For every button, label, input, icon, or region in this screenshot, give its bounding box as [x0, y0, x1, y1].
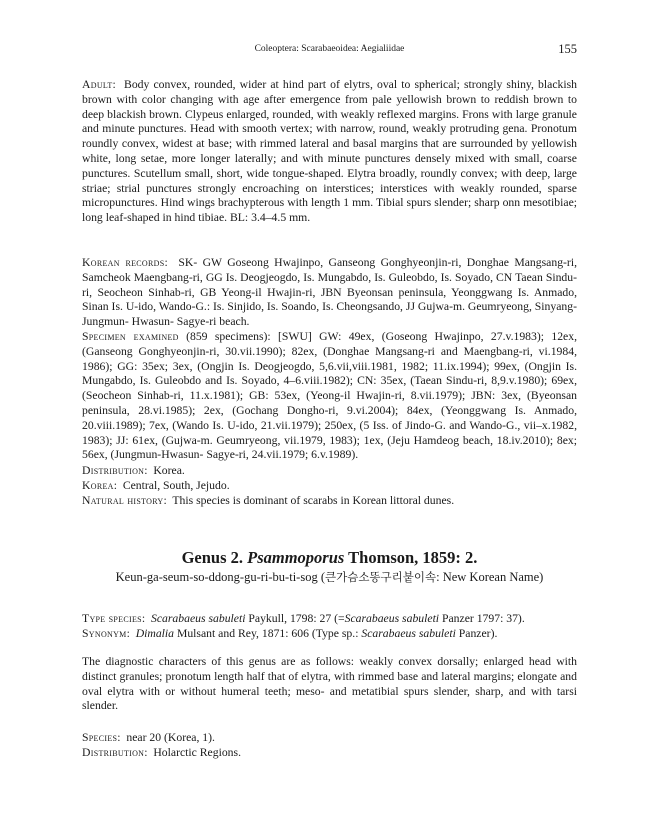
genus-heading: [82, 548, 577, 568]
type-species-citation-1: Paykull, 1798: 27 (=: [248, 612, 345, 625]
type-species-label: Type species: [82, 612, 142, 625]
genus-distribution: Distribution: Holarctic Regions.: [82, 746, 241, 759]
korea-label: Korea: [82, 479, 114, 492]
genus-prefix: Genus 2.: [181, 548, 243, 567]
genus-distribution-text: Holarctic Regions.: [153, 746, 241, 759]
korean-name-line: Keun-ga-seum-so-ddong-gu-ri-bu-ti-sog (큰가슴소똥구리붙이속: New Korean Name): [115, 570, 544, 584]
species-label: Species: [82, 731, 118, 744]
synonym-citation-1: Mulsant and Rey, 1871: 606 (Type sp.:: [176, 627, 359, 640]
page-number: 155: [558, 42, 577, 56]
korean-name-suffix: : New Korean Name): [436, 570, 544, 584]
type-species: Type species: Scarabaeus sabuleti Paykull, 1798: 27 (=Scarabaeus sabuleti Panzer 1797: 37).: [82, 612, 525, 625]
adult-label: Adult: [82, 78, 113, 91]
species-count: Species: near 20 (Korea, 1).: [82, 731, 215, 744]
natural-history: Natural history: This species is dominant of scarabs in Korean littoral dunes.: [82, 494, 455, 507]
synonym: Synonym: Dimalia Mulsant and Rey, 1871: 606 (Type sp.: Scarabaeus sabuleti Panzer).: [82, 627, 498, 640]
genus-name: Psammoporus: [247, 548, 345, 567]
genus-distribution-label: Distribution: [82, 746, 145, 759]
korean-name-romanized: Keun-ga-seum-so-ddong-gu-ri-bu-ti-sog: [115, 570, 318, 584]
korea-distribution: Korea: Central, South, Jejudo.: [82, 479, 230, 492]
korean-name-hangul: 큰가슴소똥구리붙이속: [325, 570, 437, 584]
genus-author: Thomson, 1859: 2.: [348, 548, 478, 567]
species-text: near 20 (Korea, 1).: [126, 731, 215, 744]
synonym-name-2: Scarabaeus sabuleti: [361, 627, 456, 640]
natural-history-label: Natural history: [82, 494, 164, 507]
korean-records-text: SK- GW Goseong Hwajinpo, Ganseong Gonghyeonjin-ri, Donghae Mangsang-ri, Samcheok Maengbang-ri, GG Is. Deogjeogdo, Is. Mungabdo, Is. Guleobdo, Is. Soyado, CN Taean Sindu-ri, Seocheon Sinhab-ri, GB Yeong-il Hwajin-ri, JBN Byeonsan peninsula, Yeonggwang Is. Anmado, Sinan Is. U-ido, Wando-G.: Is. Sinjido, Is. Soando, Is. Cheongsando, JJ Gujwa-m. Geumryeong, Sinyang- Jungmun- Hwasun- Sagye-ri beach.: [82, 256, 577, 329]
korean-records: Korean records: SK- GW Goseong Hwajinpo, Ganseong Gonghyeonjin-ri, Donghae Mangsang-ri, Samcheok Maengbang-ri, GG Is. Deogjeogdo, Is. Mungabdo, Is. Guleobdo, Is. Soyado, CN Taean Sindu-ri, Seocheon Sinhab-ri, GB Yeong-il Hwajin-ri, JBN Byeonsan peninsula, Yeonggwang Is. Anmado, Sinan Is. U-ido, Wando-G.: Is. Sinjido, Is. Soando, Is. Cheongsando, JJ Gujwa-m. Geumryeong, Sinyang- Jungmun- Hwasun- Sagye-ri beach.: [82, 256, 577, 329]
adult-text: Body convex, rounded, wider at hind part of elytrs, oval to spherical; strongly shiny, blackish brown with color changing with age after emergence from pale yellowish brown to reddish brown to deep blackish brown. Clypeus enlarged, rounded, with weakly reflexed margins. Frons with large granule and minute punctures. Head with smooth vertex; with narrow, round, weakly protruding gena. Pronotum roundly convex, widest at base; with rimmed lateral and basal margins that are surrounded by yellowish white, long setae, more longer laterally; and with minute punctures densely mixed with small, coarse punctures. Scutellum small, short, wide tongue-shaped. Elytra broadly, roundly convex; with deep, large striae; strial punctures strongly encroaching on interstices; interstices with weakly rounded, sparse micropunctures. Hind wings brachypterous with length 1 mm. Tibial spurs slender; sharp onn mesotibiae; long leaf-shaped in hind tibiae. BL: 3.4–4.5 mm.: [82, 78, 577, 225]
korea-text: Central, South, Jejudo.: [122, 479, 230, 492]
korean-records-label: Korean records: [82, 256, 165, 269]
distribution-label: Distribution: [82, 464, 145, 477]
type-species-name-2: Scarabaeus sabuleti: [344, 612, 440, 625]
distribution: Distribution: Korea.: [82, 464, 185, 477]
diagnosis: The diagnostic characters of this genus are as follows: weakly convex dorsally; enlarged head with distinct granules; pronotum length half that of elytra, with rimmed base and lateral margins; elongate and oval elytra with or without humeral teeth; meso- and metatibial spurs slender, sharp, and with tarsi slender.: [82, 655, 577, 713]
type-species-citation-2: Panzer 1797: 37).: [441, 612, 525, 625]
synonym-name: Dimalia: [135, 627, 175, 640]
synonym-citation-2: Panzer).: [458, 627, 498, 640]
specimen-label: Specimen examined: [82, 330, 179, 343]
distribution-text: Korea.: [153, 464, 185, 477]
specimen-examined: [82, 330, 577, 463]
adult-description: Adult: Body convex, rounded, wider at hind part of elytrs, oval to spherical; strongly shiny, blackish brown with color changing with age after emergence from pale yellowish brown to reddish brown to deep blackish brown. Clypeus enlarged, rounded, with weakly reflexed margins. Frons with large granule and minute punctures. Head with smooth vertex; with narrow, round, weakly protruding gena. Pronotum roundly convex, widest at base; with rimmed lateral and basal margins that are surrounded by yellowish white, long setae, more longer laterally; and with minute punctures densely mixed with small, coarse punctures. Scutellum small, short, wide tongue-shaped. Elytra broadly, roundly convex; with deep, large striae; strial punctures strongly encroaching on interstices; interstices with weakly rounded, sparse micropunctures. Hind wings brachypterous with length 1 mm. Tibial spurs slender; sharp onn mesotibiae; long leaf-shaped in hind tibiae. BL: 3.4–4.5 mm.: [82, 78, 577, 225]
natural-history-text: This species is dominant of scarabs in Korean littoral dunes.: [172, 494, 455, 507]
type-species-name: Scarabaeus sabuleti: [151, 612, 246, 625]
synonym-label: Synonym: [82, 627, 127, 640]
page-header: [82, 42, 577, 58]
specimen-text: (859 specimens): [SWU] GW: 49ex, (Goseong Hwajinpo, 27.v.1983); 12ex, (Ganseong Gonghyeonjin-ri, 30.vii.1990); 82ex, (Donghae Mangsang-ri and Maengbang-ri, vi.1984, 1986); GG: 35ex; 3ex, (Ongjin Is. Deogjeogdo, 5,6.vii,viii.1981, 1982; 11.ix.1994); 99ex, (Ongjin Is. Mungabdo, Is. Guleobdo and Is. Soyado, 4–6.viii.1982); CN: 35ex, (Taean Sindu-ri, 8,9.v.1980); 69ex, (Seocheon Sinhab-ri, 11.x.1981); GB: 53ex, (Yeong-il Hwajin-ri, 8.vii.1979); JBN: 3ex, (Byeonsan peninsula, 28.vi.1985); 2ex, (Gochang Dongho-ri, 9.vi.2004); 84ex, (Yeonggwang Is. Anmado, 20.viii.1989); 7ex, (Wando Is. U-ido, 21.vii.1979); 250ex, (5 Iss. of Jindo-G. and Wando-G., vii–x.1982, 1983); JJ: 61ex, (Gujwa-m. Geumryeong, vii.1979, 1983); 1ex, (Jeju Hamdeog beach, 18.iv.2010); 8ex; 56ex, (Jungmun-Hwasun- Sagye-ri, 24.vii.1979; 6.v.1989).: [82, 330, 577, 462]
running-head: Coleoptera: Scarabaeoidea: Aegialiidae: [254, 44, 405, 54]
